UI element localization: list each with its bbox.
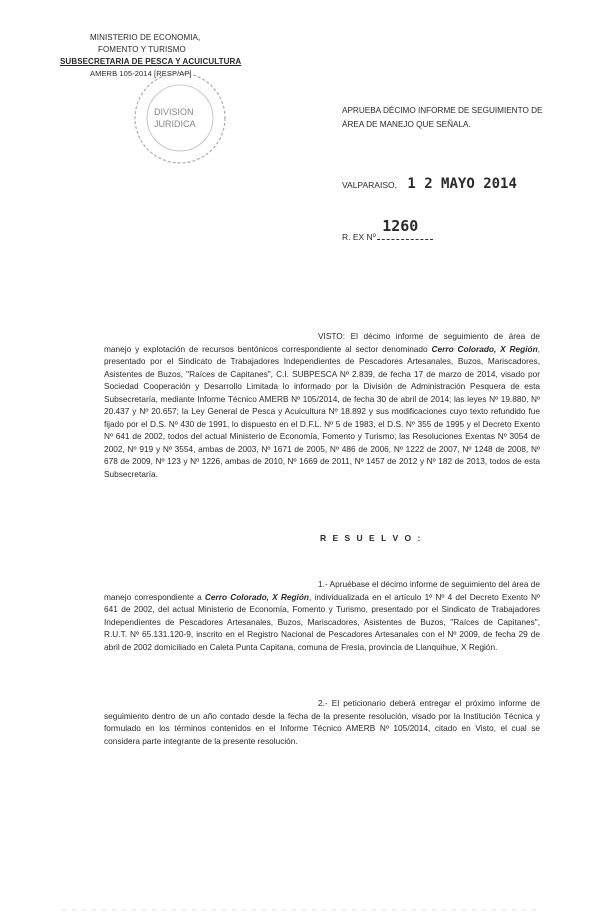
stamp-text-2: JURIDICA (154, 119, 196, 129)
place: VALPARAISO, (342, 180, 397, 190)
resolution-number (342, 217, 433, 244)
res-ex-label: R. EX Nº (342, 232, 376, 242)
ministry-line-1: MINISTERIO DE ECONOMIA, (90, 33, 201, 42)
reference-code: AMERB 105-2014 [RESP/AP] (90, 69, 192, 78)
p1-sector: Cerro Colorado, X Región (204, 591, 309, 602)
visto-sector: Cerro Colorado, X Región (431, 343, 538, 354)
place-date (342, 176, 517, 192)
resolution-point-2 (104, 697, 540, 747)
p2-text: 2.- El peticionario deberá entregar el próximo informe de seguimiento dentro de un año contado desde la fecha de la presente resolución, visado por la Institución Técnica y formulado en los términos contenidos en el Informe Técnico AMERB Nº 105/2014, citado en Visto, el cual se considera parte integrante de la presente resolución. (104, 698, 540, 746)
visto-text-a: El décimo informe de seguimiento de área de manejo y explotación de recursos bentónicos correspondiente al sector denominado (104, 331, 540, 354)
p1-text-b: , individualizada en el artículo 1º Nº 4 del Decreto Exento Nº 641 de 2002, del actual Ministerio de Economía, Fomento y Turismo, presentado por el Sindicato de Trabajadores Independientes de Pescadores Artesanales, Buzos, Mariscadores, Asistentes de Buzos, "Raíces de Capitanes", R.U.T. Nº 65.131.120-9, inscrito en el Registro Nacional de Pescadores Artesanales con el Nº 2009, de fecha 29 de abril de 2002 domiciliado en Caleta Punta Capitana, comuna de Fresia, provincia de Llanquihue, X Región. (104, 591, 540, 652)
visto-label: VISTO: (318, 331, 346, 341)
subsecretaria-line: SUBSECRETARIA DE PESCA Y ACUICULTURA (60, 57, 242, 66)
number-underline (377, 239, 433, 240)
date: 1 2 MAYO 2014 (407, 176, 517, 192)
resolution-point-1 (104, 578, 540, 653)
resolution-subject: APRUEBA DÉCIMO INFORME DE SEGUIMIENTO DE ÁREA DE MANEJO QUE SEÑALA. (342, 106, 543, 129)
footer-marks (62, 905, 542, 915)
res-ex-number: 1260 (382, 217, 419, 235)
resuelvo-heading: R E S U E L V O : (320, 533, 423, 543)
ministry-line-2: FOMENTO Y TURISMO (98, 45, 186, 54)
p1-text-a: 1.- Apruébase el décimo informe de seguimiento del área de manejo correspondiente a (104, 579, 540, 602)
visto-paragraph (104, 330, 540, 481)
visto-text-b: , presentado por el Sindicato de Trabajadores Independientes de Pescadores Artesanales, Buzos, Mariscadores, Asistentes de Buzos, "Raíces de Capitanes", C.I. SUBPESCA Nº 2.839, de fecha 17 de marzo de 2014, visado por Sociedad Cooperación y Desarrollo Limitada lo informado por la División de Administración Pesquera de esta Subsecretaría, mediante Informe Técnico AMERB Nº 105/2014, de fecha 30 de abril de 2014; las leyes Nº 19.880, Nº 20.437 y Nº 20.657; la Ley General de Pesca y Acuicultura Nº 18.892 y sus modificaciones cuyo texto refundido fue fijado por el D.S. Nº 430 de 1991, lo dispuesto en el D.F.L. Nº 5 de 1983, el D.S. Nº 355 de 1995 y el Decreto Exento Nº 641 de 2002, todos del actual Ministerio de Economía, Fomento y Turismo; las Resoluciones Exentas Nº 3054 de 2002, Nº 919 y Nº 3554, ambas de 2003, Nº 1671 de 2005, Nº 486 de 2006, Nº 1222 de 2007, Nº 1248 de 2008, Nº 678 de 2009, Nº 123 y Nº 1226, ambas de 2010, Nº 1669 de 2011, Nº 1457 de 2012 y Nº 182 de 2013, todos de esta Subsecretaría. (104, 343, 540, 480)
official-stamp (130, 68, 230, 168)
stamp-text-1: DIVISION (154, 107, 194, 117)
